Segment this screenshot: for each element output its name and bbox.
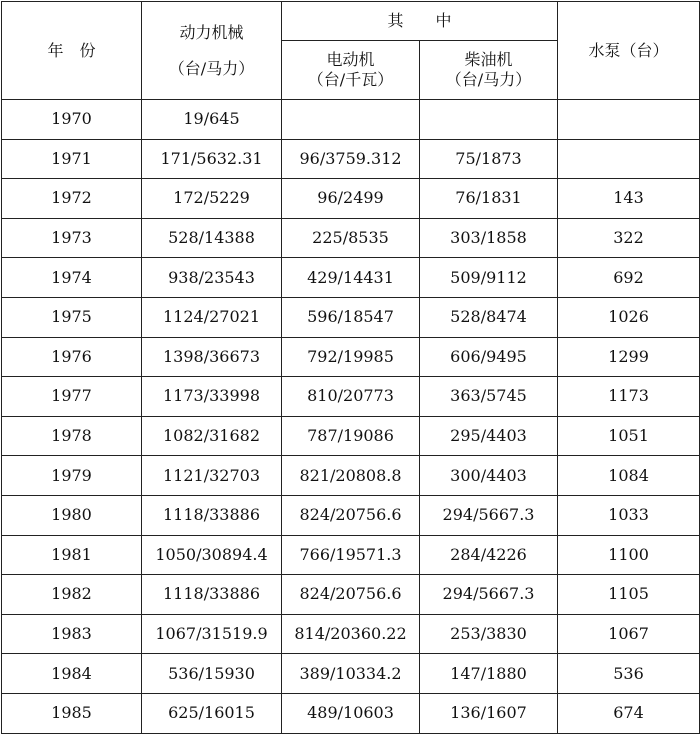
cell-power: 528/14388 [142, 218, 282, 258]
cell-year: 1983 [2, 614, 142, 654]
header-diesel-engine [420, 41, 558, 100]
cell-diesel: 606/9495 [420, 337, 558, 377]
header-water-pump: 水泵（台） [558, 2, 700, 100]
cell-power: 19/645 [142, 100, 282, 140]
table-row [2, 258, 700, 298]
cell-year: 1976 [2, 337, 142, 377]
cell-diesel: 147/1880 [420, 654, 558, 694]
cell-pump: 1067 [558, 614, 700, 654]
cell-diesel: 300/4403 [420, 456, 558, 496]
cell-year: 1975 [2, 297, 142, 337]
cell-power: 625/16015 [142, 693, 282, 733]
statistics-table [1, 1, 700, 734]
cell-pump: 143 [558, 179, 700, 219]
cell-electric: 787/19086 [282, 416, 420, 456]
table-row [2, 179, 700, 219]
header-diesel-engine-unit: （台/马力） [445, 70, 532, 89]
cell-electric: 225/8535 [282, 218, 420, 258]
table-row [2, 139, 700, 179]
cell-diesel: 76/1831 [420, 179, 558, 219]
table-body [2, 100, 700, 734]
table-row [2, 297, 700, 337]
cell-diesel: 294/5667.3 [420, 495, 558, 535]
header-electric-motor-unit: （台/千瓦） [307, 70, 394, 89]
table-row [2, 535, 700, 575]
cell-year: 1980 [2, 495, 142, 535]
cell-year: 1985 [2, 693, 142, 733]
header-power-machinery [142, 2, 282, 100]
cell-power: 1050/30894.4 [142, 535, 282, 575]
cell-pump: 1051 [558, 416, 700, 456]
table-row [2, 693, 700, 733]
cell-pump: 1173 [558, 377, 700, 417]
header-year: 年 份 [2, 2, 142, 100]
cell-pump [558, 139, 700, 179]
cell-pump: 1105 [558, 575, 700, 615]
header-gap [142, 43, 281, 59]
cell-diesel: 284/4226 [420, 535, 558, 575]
cell-power: 1082/31682 [142, 416, 282, 456]
table-row [2, 337, 700, 377]
cell-electric: 766/19571.3 [282, 535, 420, 575]
cell-power: 938/23543 [142, 258, 282, 298]
cell-diesel: 295/4403 [420, 416, 558, 456]
cell-electric: 824/20756.6 [282, 575, 420, 615]
table-row [2, 654, 700, 694]
header-diesel-engine-title: 柴油机 [464, 50, 513, 69]
cell-electric: 489/10603 [282, 693, 420, 733]
cell-electric: 389/10334.2 [282, 654, 420, 694]
cell-power: 1173/33998 [142, 377, 282, 417]
table-row [2, 614, 700, 654]
cell-diesel: 528/8474 [420, 297, 558, 337]
cell-diesel: 303/1858 [420, 218, 558, 258]
header-electric-motor-title: 电动机 [326, 50, 375, 69]
cell-pump: 1084 [558, 456, 700, 496]
cell-power: 1067/31519.9 [142, 614, 282, 654]
cell-power: 1121/32703 [142, 456, 282, 496]
cell-power: 1124/27021 [142, 297, 282, 337]
cell-pump: 1299 [558, 337, 700, 377]
cell-power: 1118/33886 [142, 495, 282, 535]
cell-pump [558, 100, 700, 140]
cell-power: 536/15930 [142, 654, 282, 694]
cell-year: 1982 [2, 575, 142, 615]
cell-year: 1970 [2, 100, 142, 140]
cell-electric: 810/20773 [282, 377, 420, 417]
cell-power: 1398/36673 [142, 337, 282, 377]
cell-diesel: 75/1873 [420, 139, 558, 179]
cell-electric: 792/19985 [282, 337, 420, 377]
table-row [2, 456, 700, 496]
header-of-which: 其 中 [282, 2, 558, 41]
cell-year: 1973 [2, 218, 142, 258]
cell-year: 1977 [2, 377, 142, 417]
cell-year: 1981 [2, 535, 142, 575]
cell-pump: 1026 [558, 297, 700, 337]
cell-diesel: 509/9112 [420, 258, 558, 298]
cell-diesel [420, 100, 558, 140]
header-electric-motor [282, 41, 420, 100]
cell-diesel: 363/5745 [420, 377, 558, 417]
cell-electric: 596/18547 [282, 297, 420, 337]
cell-electric: 814/20360.22 [282, 614, 420, 654]
cell-pump: 1100 [558, 535, 700, 575]
cell-year: 1974 [2, 258, 142, 298]
cell-electric [282, 100, 420, 140]
cell-electric: 96/3759.312 [282, 139, 420, 179]
table-row [2, 218, 700, 258]
cell-electric: 96/2499 [282, 179, 420, 219]
cell-diesel: 253/3830 [420, 614, 558, 654]
cell-pump: 1033 [558, 495, 700, 535]
table-row [2, 100, 700, 140]
cell-year: 1978 [2, 416, 142, 456]
header-power-machinery-unit: （台/马力） [168, 58, 255, 78]
cell-power: 1118/33886 [142, 575, 282, 615]
cell-power: 171/5632.31 [142, 139, 282, 179]
table-row [2, 416, 700, 456]
cell-pump: 692 [558, 258, 700, 298]
cell-diesel: 294/5667.3 [420, 575, 558, 615]
cell-year: 1979 [2, 456, 142, 496]
cell-electric: 821/20808.8 [282, 456, 420, 496]
cell-year: 1984 [2, 654, 142, 694]
table-row [2, 575, 700, 615]
cell-electric: 429/14431 [282, 258, 420, 298]
cell-pump: 674 [558, 693, 700, 733]
cell-electric: 824/20756.6 [282, 495, 420, 535]
cell-year: 1971 [2, 139, 142, 179]
cell-pump: 536 [558, 654, 700, 694]
cell-pump: 322 [558, 218, 700, 258]
header-power-machinery-title: 动力机械 [179, 22, 244, 42]
cell-power: 172/5229 [142, 179, 282, 219]
table-row [2, 495, 700, 535]
cell-diesel: 136/1607 [420, 693, 558, 733]
cell-year: 1972 [2, 179, 142, 219]
table-row [2, 377, 700, 417]
